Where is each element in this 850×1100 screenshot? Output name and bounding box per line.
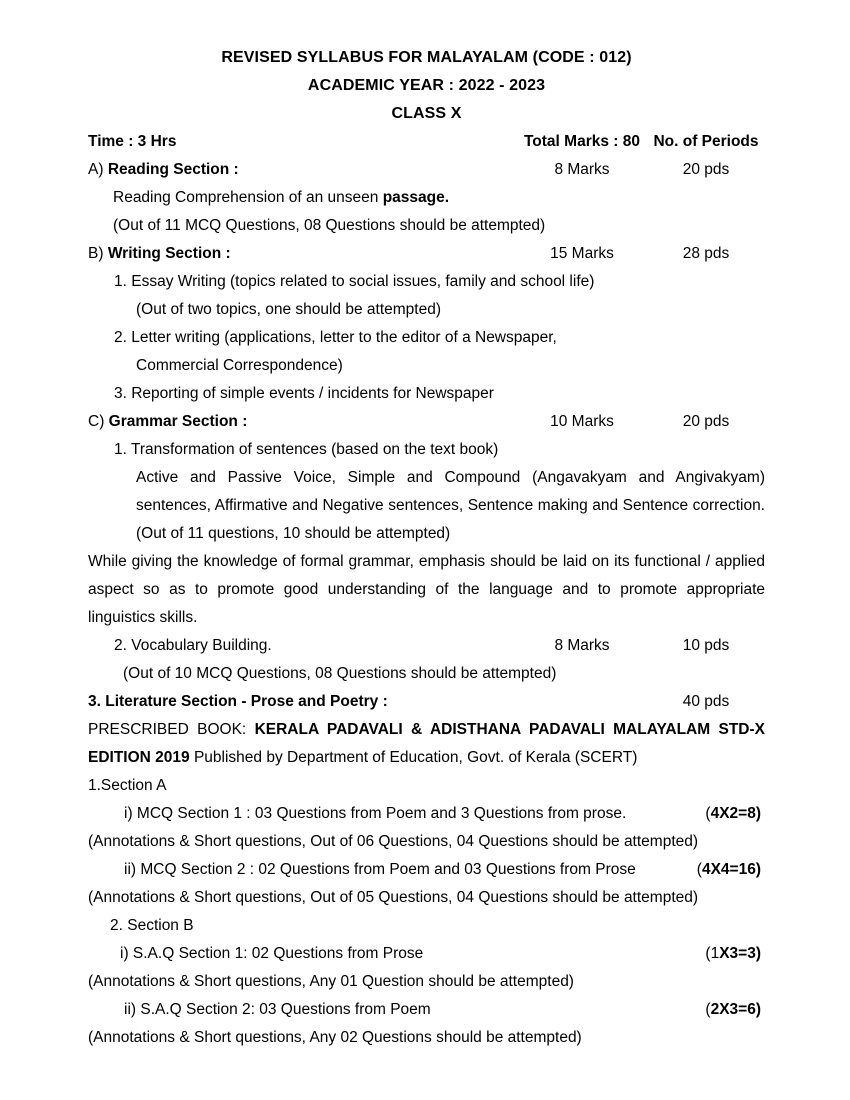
reading-section-periods: 20 pds [682, 161, 730, 178]
vocabulary-building-row [88, 632, 765, 660]
column-header-row [88, 128, 765, 156]
reading-comprehension-line [88, 184, 765, 212]
reading-section-row [88, 156, 765, 184]
vocabulary-building-note: (Out of 10 MCQ Questions, 08 Questions should be attempted) [123, 665, 557, 682]
document-title-line-3: CLASS X [391, 105, 462, 122]
reading-comprehension-emphasis: passage. [382, 189, 450, 206]
grammar-section-row [88, 408, 765, 436]
literature-section-b-item-ii-note: (Annotations & Short questions, Any 02 Questions should be attempted) [88, 1029, 582, 1046]
reading-comprehension-text: Reading Comprehension of an unseen [113, 189, 383, 206]
document-title-line-2: ACADEMIC YEAR : 2022 - 2023 [307, 77, 546, 94]
document-title-line-1: REVISED SYLLABUS FOR MALAYALAM (CODE : 012) [221, 49, 632, 66]
grammar-section-label: Grammar Section : [108, 413, 248, 430]
grammar-note-paragraph: While giving the knowledge of formal grammar, emphasis should be laid on its functional / applied aspect so as to promote good understanding of the language and to promote appropriate linguistics skills. [88, 553, 765, 626]
writing-item-3: 3. Reporting of simple events / incidents for Newspaper [114, 385, 494, 402]
literature-section-periods: 40 pds [682, 693, 730, 710]
marks-value: 4X4=16) [701, 861, 761, 878]
reading-section-note: (Out of 11 MCQ Questions, 08 Questions should be attempted) [113, 217, 546, 234]
literature-section-b-label: 2. Section B [110, 917, 194, 934]
marks-open-paren: ( [705, 805, 711, 822]
literature-section-b-item-i-marks [705, 940, 765, 968]
vocabulary-building-periods: 10 pds [682, 637, 730, 654]
writing-section-row [88, 240, 765, 268]
marks-open-paren: ( [696, 861, 702, 878]
prescribed-book-publisher: Published by Department of Education, Govt. of Kerala (SCERT) [189, 749, 638, 766]
literature-section-a-item-ii [88, 856, 765, 884]
marks-value: X3=3) [719, 945, 761, 962]
writing-item-2: 2. Letter writing (applications, letter to the editor of a Newspaper, [114, 329, 557, 346]
writing-item-2-continued: Commercial Correspondence) [136, 357, 343, 374]
grammar-section-periods: 20 pds [682, 413, 730, 430]
writing-section-marks: 15 Marks [550, 245, 614, 262]
reading-section-marks: 8 Marks [554, 161, 610, 178]
writing-section-heading [88, 240, 517, 268]
literature-section-a-item-ii-note: (Annotations & Short questions, Out of 05 Questions, 04 Questions should be attempted) [88, 889, 699, 906]
reading-section-heading [88, 156, 517, 184]
literature-section-a-item-ii-marks [697, 856, 765, 884]
grammar-section-marks: 10 Marks [550, 413, 614, 430]
marks-open-paren: (1 [705, 945, 720, 962]
literature-section-a-item-i [88, 800, 765, 828]
literature-section-b-item-ii-marks [705, 996, 765, 1024]
literature-section-b-item-ii [88, 996, 765, 1024]
literature-section-a-label: 1.Section A [88, 777, 167, 794]
prescribed-book-prefix: PRESCRIBED BOOK: [88, 721, 255, 738]
literature-section-b-item-ii-text: ii) S.A.Q Section 2: 03 Questions from Poem [124, 1001, 431, 1018]
literature-section-row [88, 688, 765, 716]
total-marks-header: Total Marks : 80 [523, 133, 640, 150]
grammar-section-prefix: C) [88, 413, 105, 430]
writing-section-label: Writing Section : [107, 245, 231, 262]
marks-value: 2X3=6) [710, 1001, 761, 1018]
literature-section-a-item-i-note: (Annotations & Short questions, Out of 06 Questions, 04 Questions should be attempted) [88, 833, 699, 850]
grammar-item-1: 1. Transformation of sentences (based on the text book) [114, 441, 499, 458]
reading-section-prefix: A) [88, 161, 104, 178]
exam-time: Time : 3 Hrs [88, 133, 177, 150]
prescribed-book-title: KERALA PADAVALI & ADISTHANA PADAVALI MALAYALAM STD-X EDITION 2019 [88, 721, 765, 766]
writing-item-1-note: (Out of two topics, one should be attempted) [136, 301, 442, 318]
literature-section-b-item-i-note: (Annotations & Short questions, Any 01 Question should be attempted) [88, 973, 574, 990]
literature-section-a-item-i-text: i) MCQ Section 1 : 03 Questions from Poem and 3 Questions from prose. [124, 805, 627, 822]
grammar-section-heading [88, 408, 517, 436]
writing-section-prefix: B) [88, 245, 104, 262]
literature-section-b-item-i-text: i) S.A.Q Section 1: 02 Questions from Prose [120, 945, 424, 962]
periods-header: No. of Periods [653, 133, 759, 150]
vocabulary-building-label: 2. Vocabulary Building. [114, 637, 272, 654]
marks-open-paren: ( [705, 1001, 711, 1018]
literature-section-label: 3. Literature Section - Prose and Poetry : [88, 693, 388, 710]
reading-section-label: Reading Section : [107, 161, 239, 178]
grammar-item-1-body: Active and Passive Voice, Simple and Compound (Angavakyam and Angivakyam) sentences, Affirmative and Negative sentences, Sentence making and Sentence correction. (Out of 11 questions, 10 should be attempted) [136, 469, 765, 542]
marks-value: 4X2=8) [710, 805, 761, 822]
vocabulary-building-marks: 8 Marks [554, 637, 610, 654]
literature-section-a-item-i-marks [705, 800, 765, 828]
prescribed-book-paragraph [88, 716, 765, 772]
writing-section-periods: 28 pds [682, 245, 730, 262]
literature-section-b-item-i [88, 940, 765, 968]
writing-item-1: 1. Essay Writing (topics related to social issues, family and school life) [114, 273, 595, 290]
literature-section-a-item-ii-text: ii) MCQ Section 2 : 02 Questions from Poem and 03 Questions from Prose [124, 861, 636, 878]
